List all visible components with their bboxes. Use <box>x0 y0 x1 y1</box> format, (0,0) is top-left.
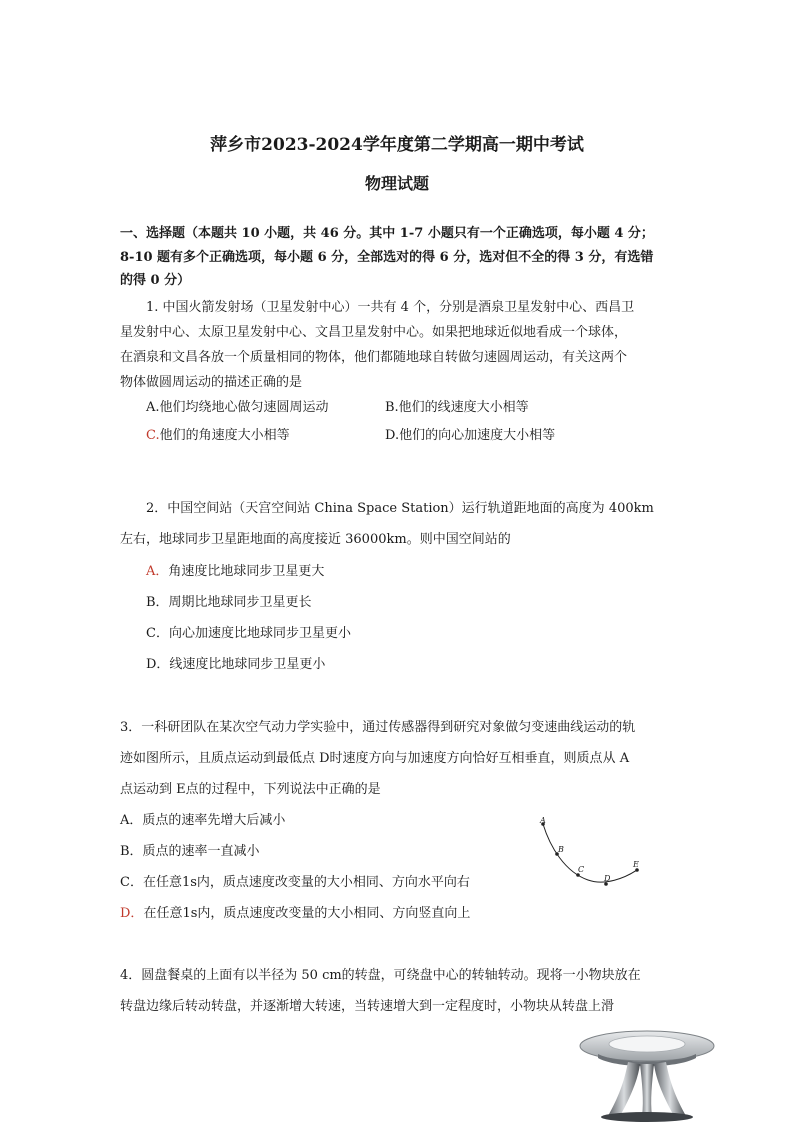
turntable <box>609 1036 685 1052</box>
q2-option-b: B．周期比地球同步卫星更长 <box>146 595 312 610</box>
rotating-table-image <box>578 1028 716 1123</box>
q1-option-c <box>146 424 290 443</box>
label-a: A <box>540 816 546 825</box>
q2-option-c: C．向心加速度比地球同步卫星更小 <box>146 626 351 641</box>
q1-option-b: B.他们的线速度大小相等 <box>385 400 529 415</box>
q3-option-a: A．质点的速率先增大后减小 <box>120 813 286 828</box>
q1-stem-line-1: 1. 中国火箭发射场（卫星发射中心）一共有 4 个，分别是酒泉卫星发射中心、西昌卫 <box>146 300 635 315</box>
label-c: C <box>578 865 585 874</box>
q1-option-c-text: 他们的角速度大小相等 <box>159 428 290 443</box>
q1-option-d: D.他们的向心加速度大小相等 <box>385 428 556 443</box>
q3-option-b: B．质点的速率一直减小 <box>120 844 260 859</box>
q1-option-c-letter: C. <box>146 428 160 443</box>
label-b: B <box>558 845 564 854</box>
q2-option-a-letter: A． <box>146 564 169 579</box>
label-e: E <box>633 860 639 869</box>
table-base <box>601 1112 693 1122</box>
q3-option-c: C．在任意1s内，质点速度改变量的大小相同、方向水平向右 <box>120 875 470 890</box>
q3-stem-line-2: 迹如图所示，且质点运动到最低点 D时速度方向与加速度方向恰好互相垂直，则质点从 A <box>120 751 630 766</box>
exam-subtitle: 物理试题 <box>364 174 429 193</box>
q2-option-a-text: 角速度比地球同步卫星更大 <box>168 564 325 579</box>
section-instructions-line-3: 的得 0 分） <box>120 273 191 288</box>
exam-title: 萍乡市2023-2024学年度第二学期高一期中考试 <box>210 135 584 155</box>
table-leg-left <box>608 1062 640 1116</box>
q3-option-d-letter: D． <box>120 906 144 921</box>
q2-stem-line-2: 左右，地球同步卫星距地面的高度接近 36000km。则中国空间站的 <box>120 532 511 547</box>
q1-option-a: A.他们均绕地心做匀速圆周运动 <box>146 400 329 415</box>
table-leg-right <box>654 1062 686 1116</box>
q2-stem-line-1: 2．中国空间站（天宫空间站 China Space Station）运行轨道距地面的高度为 400km <box>146 501 654 516</box>
q3-option-d <box>120 902 470 921</box>
section-instructions-line-1: 一、选择题（本题共 10 小题，共 46 分。其中 1-7 小题只有一个正确选项，每小题 4 分； <box>120 226 654 241</box>
q4-stem-line-1: 4．圆盘餐桌的上面有以半径为 50 cm的转盘，可绕盘中心的转轴转动。现将一小物块放在 <box>120 968 641 983</box>
q4-stem-line-2: 转盘边缘后转动转盘，并逐渐增大转速，当转速增大到一定程度时，小物块从转盘上滑 <box>120 999 615 1014</box>
q3-option-d-text: 在任意1s内，质点速度改变量的大小相同、方向竖直向上 <box>143 906 471 921</box>
section-instructions-line-2: 8-10 题有多个正确选项，每小题 6 分，全部选对的得 6 分，选对但不全的得 3 分，有选错 <box>120 250 654 265</box>
q1-stem-line-2: 星发射中心、太原卫星发射中心、文昌卫星发射中心。如果把地球近似地看成一个球体， <box>120 325 628 340</box>
label-d: D <box>604 874 611 883</box>
q2-option-a <box>146 560 324 579</box>
table-leg-center <box>640 1064 654 1116</box>
q1-stem-line-4: 物体做圆周运动的描述正确的是 <box>120 375 303 390</box>
q2-option-d: D．线速度比地球同步卫星更小 <box>146 657 326 672</box>
q3-stem-line-1: 3．一科研团队在某次空气动力学实验中，通过传感器得到研究对象做匀变速曲线运动的轨 <box>120 720 636 735</box>
q1-stem-line-3: 在酒泉和文昌各放一个质量相同的物体，他们都随地球自转做匀速圆周运动，有关这两个 <box>120 350 628 365</box>
q3-trajectory-figure <box>530 812 650 892</box>
q3-stem-line-3: 点运动到 E点的过程中，下列说法中正确的是 <box>120 782 381 797</box>
